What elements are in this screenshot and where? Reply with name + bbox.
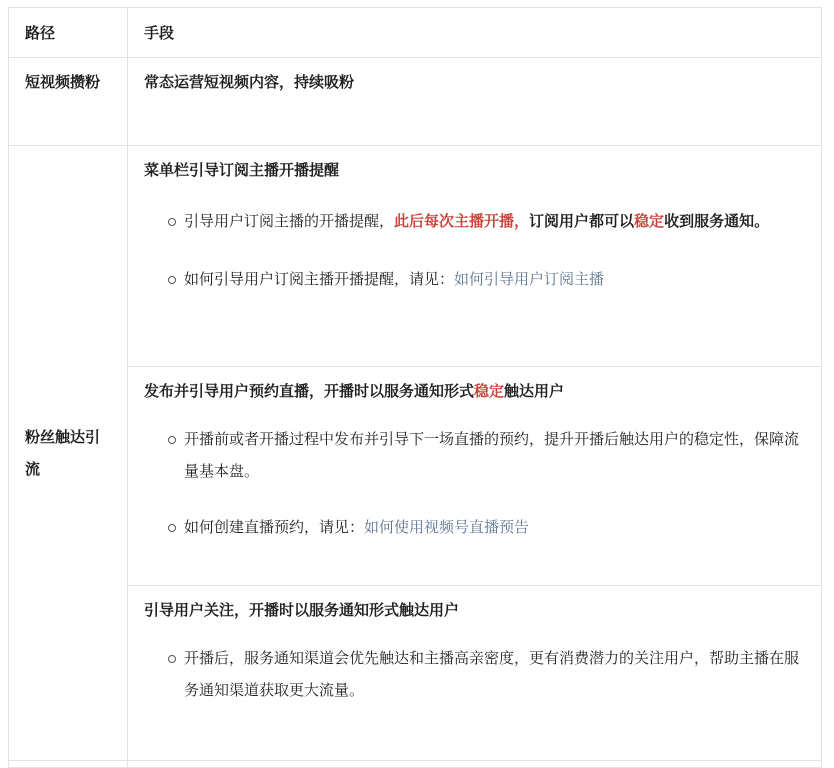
live-preview-guide-link[interactable]: 如何使用视频号直播预告 (364, 518, 530, 536)
list-item (144, 511, 807, 543)
header-path: 路径 (9, 8, 128, 58)
subscribe-guide-link[interactable]: 如何引导用户订阅主播 (454, 270, 605, 288)
bullet-text: 开播前或者开播过程中发布并引导下一场直播的预约，提升开播后触达用户的稳定性，保障流量基本盘。 (184, 430, 800, 480)
emphasis-text: 稳定 (634, 212, 665, 230)
emphasis-text: 此后每次主播开播， (394, 212, 530, 230)
section-title: 引导用户关注，开播时以服务通知形式触达用户 (144, 601, 460, 619)
bullet-text: 引导用户订阅主播的开播提醒， (184, 212, 395, 230)
table-row (9, 146, 822, 761)
emphasis-text: 稳定 (474, 382, 505, 400)
title-text: 发布并引导用户预约直播，开播时以服务通知形式 (144, 382, 475, 400)
row-text-short-video: 常态运营短视频内容，持续吸粉 (128, 58, 822, 146)
table-row (9, 58, 822, 146)
bullet-list (144, 205, 807, 295)
bullet-text: 如何引导用户订阅主播开播提醒，请见： (184, 270, 455, 288)
bullet-list (144, 423, 807, 543)
row-label-fan-reach: 粉丝触达引流 (9, 146, 128, 761)
list-item (144, 205, 807, 237)
row-cell-fan-reach (128, 146, 822, 761)
header-method: 手段 (128, 8, 822, 58)
section-title: 菜单栏引导订阅主播开播提醒 (144, 161, 340, 179)
section-follow-notify (128, 586, 821, 760)
list-item (144, 642, 807, 706)
row-label-short-video: 短视频攒粉 (9, 58, 128, 146)
bold-text: 收到服务通知。 (664, 212, 770, 230)
list-item (144, 263, 807, 295)
empty-cell (9, 761, 128, 768)
bullet-circle-icon (168, 276, 176, 284)
section-menu-subscribe (128, 146, 821, 367)
bold-text: 订阅用户都可以 (529, 212, 635, 230)
bullet-text: 如何创建直播预约，请见： (184, 518, 365, 536)
bullet-circle-icon (168, 218, 176, 226)
bullet-circle-icon (168, 524, 176, 532)
bullet-list (144, 642, 807, 706)
section-live-reservation (128, 367, 821, 586)
bullet-circle-icon (168, 655, 176, 663)
section-title (144, 381, 807, 401)
bullet-text: 开播后，服务通知渠道会优先触达和主播高亲密度，更有消费潜力的关注用户，帮助主播在服务通知渠道获取更大流量。 (184, 649, 800, 699)
table-row (9, 761, 822, 768)
strategy-table (8, 7, 822, 768)
title-text: 触达用户 (504, 382, 565, 400)
bullet-circle-icon (168, 436, 176, 444)
list-item (144, 423, 807, 487)
table-header-row (9, 8, 822, 58)
empty-cell (128, 761, 822, 768)
